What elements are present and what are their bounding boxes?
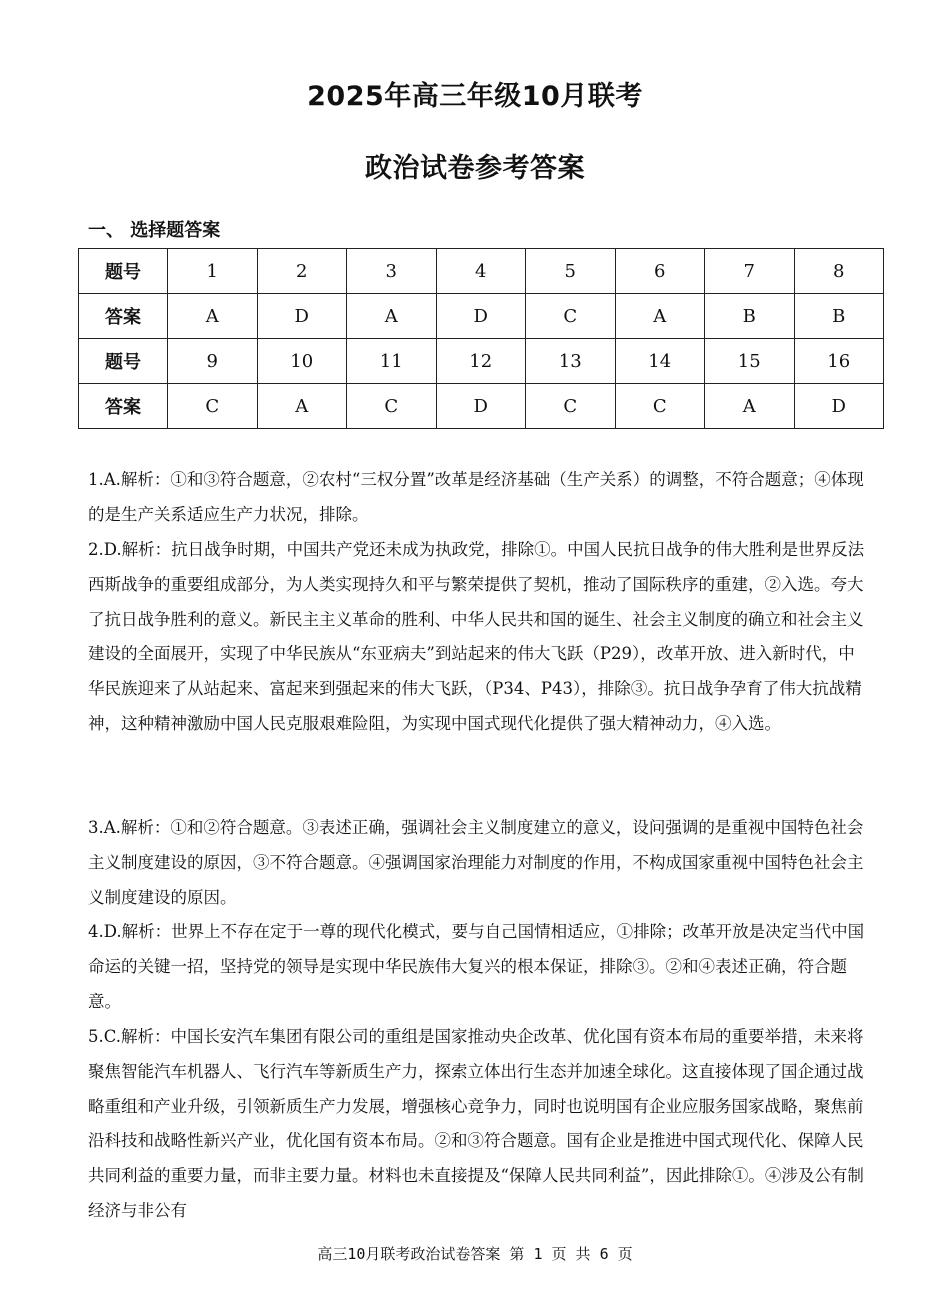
table-cell: 16 (794, 339, 884, 384)
table-cell: 3 (347, 249, 437, 294)
explanation-3: 3.A.解析：①和②符合题意。③表述正确，强调社会主义制度建立的意义，设问强调的是重视中国特色社会主义制度建设的原因，③不符合题意。④强调国家治理能力对制度的作用，不构成国家重视中国特色社会主义制度建设的原因。 (88, 818, 864, 907)
table-cell: A (168, 294, 258, 339)
table-cell: 7 (705, 249, 795, 294)
table-cell: 11 (347, 339, 437, 384)
table-cell: 15 (705, 339, 795, 384)
table-cell: 4 (436, 249, 526, 294)
table-cell: C (526, 384, 616, 429)
table-cell: A (615, 294, 705, 339)
row-label: 答案 (79, 384, 168, 429)
table-cell: 10 (257, 339, 347, 384)
explanation-4: 4.D.解析：世界上不存在定于一尊的现代化模式，要与自己国情相适应，①排除；改革开放是决定当代中国命运的关键一招，坚持党的领导是实现中华民族伟大复兴的根本保证，排除③。②和④表述正确，符合题意。 (88, 922, 865, 1011)
answer-table (78, 248, 884, 429)
explanation-2: 2.D.解析：抗日战争时期，中国共产党还未成为执政党，排除①。中国人民抗日战争的伟大胜利是世界反法西斯战争的重要组成部分，为人类实现持久和平与繁荣提供了契机，推动了国际秩序的重建，②入选。夸大了抗日战争胜利的意义。新民主主义革命的胜利、中华人民共和国的诞生、社会主义制度的确立和社会主义建设的全面展开，实现了中华民族从“东亚病夫”到站起来的伟大飞跃（P29），改革开放、进入新时代，中华民族迎来了从站起来、富起来到强起来的伟大飞跃，（P34、P43），排除③。抗日战争孕育了伟大抗战精神，这种精神激励中国人民克服艰难险阻，为实现中国式现代化提供了强大精神动力，④入选。 (88, 540, 865, 733)
table-cell: A (705, 384, 795, 429)
table-cell: C (526, 294, 616, 339)
table-cell: A (257, 384, 347, 429)
explanation-5: 5.C.解析：中国长安汽车集团有限公司的重组是国家推动央企改革、优化国有资本布局的重要举措，未来将聚焦智能汽车机器人、飞行汽车等新质生产力，探索立体出行生态并加速全球化。这直接体现了国企通过战略重组和产业升级，引领新质生产力发展，增强核心竞争力，同时也说明国有企业应服务国家战略，聚焦前沿科技和战略性新兴产业，优化国有资本布局。②和③符合题意。国有企业是推进中国式现代化、保障人民共同利益的重要力量，而非主要力量。材料也未直接提及“保障人民共同利益”，因此排除①。④涉及公有制经济与非公有 (88, 1027, 864, 1220)
table-cell: 2 (257, 249, 347, 294)
section-heading-choice: 一、 选择题答案 (88, 220, 221, 241)
table-row (79, 339, 884, 384)
table-cell: 8 (794, 249, 884, 294)
table-cell: D (436, 384, 526, 429)
explanation-1: 1.A.解析：①和③符合题意，②农村“三权分置”改革是经济基础（生产关系）的调整，不符合题意；④体现的是生产关系适应生产力状况，排除。 (88, 470, 864, 524)
table-cell: C (347, 384, 437, 429)
row-label: 答案 (79, 294, 168, 339)
table-cell: 9 (168, 339, 258, 384)
table-cell: D (257, 294, 347, 339)
table-row (79, 384, 884, 429)
page-title: 2025年高三年级10月联考 (307, 81, 643, 112)
page-subtitle: 政治试卷参考答案 (365, 153, 585, 184)
page-footer: 高三10月联考政治试卷答案 第 1 页 共 6 页 (317, 1245, 633, 1263)
table-row (79, 249, 884, 294)
table-cell: 6 (615, 249, 705, 294)
row-label: 题号 (79, 339, 168, 384)
table-cell: C (168, 384, 258, 429)
table-cell: A (347, 294, 437, 339)
table-cell: B (705, 294, 795, 339)
table-cell: 13 (526, 339, 616, 384)
table-cell: C (615, 384, 705, 429)
table-cell: B (794, 294, 884, 339)
table-cell: 1 (168, 249, 258, 294)
table-cell: D (436, 294, 526, 339)
table-cell: 12 (436, 339, 526, 384)
table-cell: 14 (615, 339, 705, 384)
table-cell: D (794, 384, 884, 429)
table-row (79, 294, 884, 339)
row-label: 题号 (79, 249, 168, 294)
table-cell: 5 (526, 249, 616, 294)
